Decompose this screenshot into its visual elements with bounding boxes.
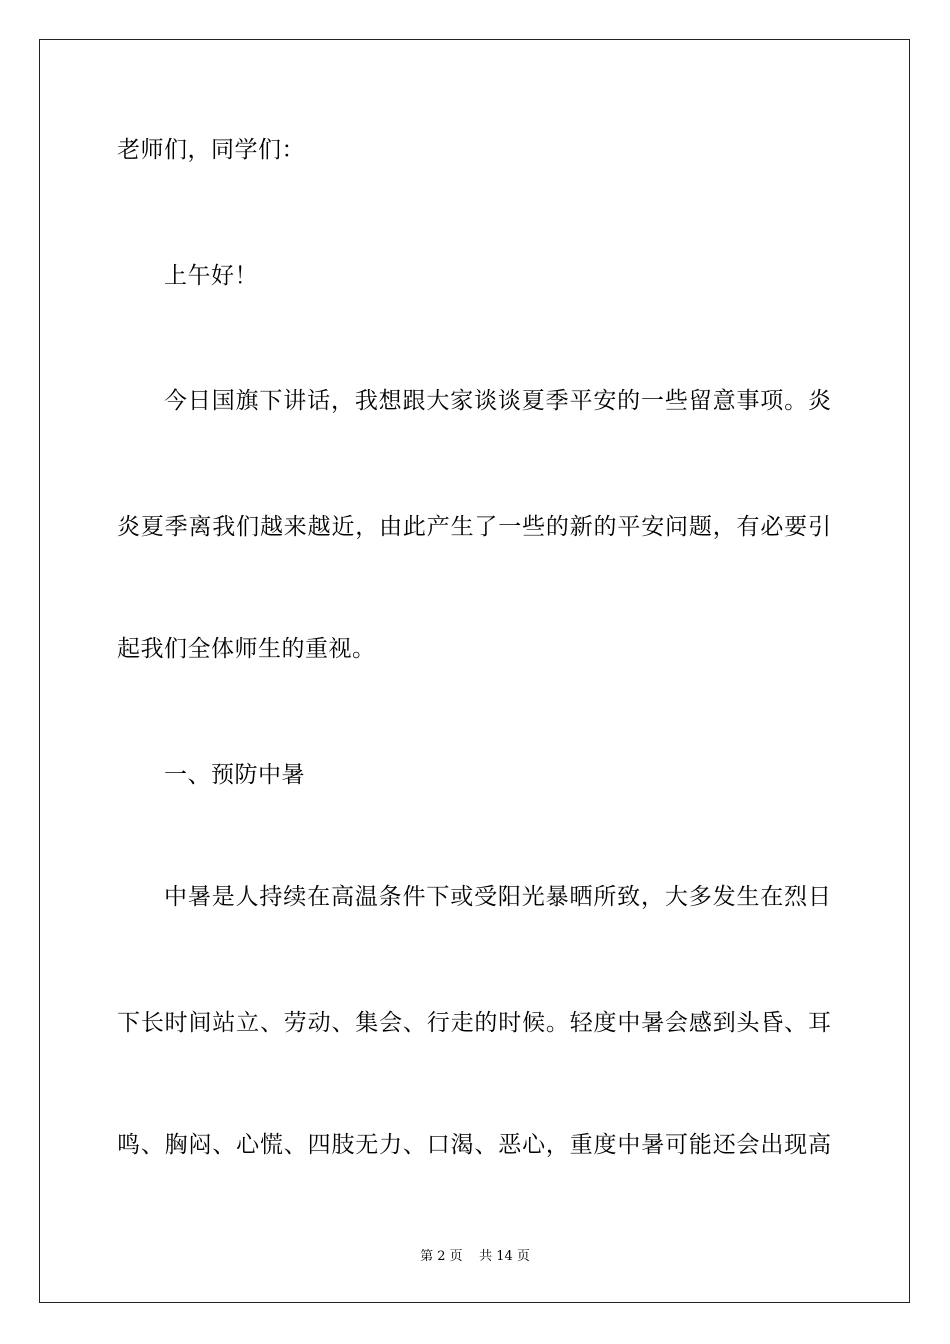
- paragraph-line-1: 今日国旗下讲话，我想跟大家谈谈夏季平安的一些留意事项。炎: [164, 388, 831, 414]
- greeting-line: 上午好！: [164, 263, 258, 289]
- page-border: [39, 39, 910, 1303]
- paragraph-line-4: 中暑是人持续在高温条件下或受阳光暴晒所致，大多发生在烈日: [164, 884, 831, 910]
- section-heading: 一、预防中暑: [164, 762, 305, 788]
- paragraph-line-6: 鸣、胸闷、心慌、四肢无力、口渴、恶心，重度中暑可能还会出现高: [117, 1132, 831, 1158]
- salutation-line: 老师们，同学们：: [117, 137, 305, 163]
- paragraph-line-5: 下长时间站立、劳动、集会、行走的时候。轻度中暑会感到头昏、耳: [117, 1010, 831, 1036]
- page-number-footer: 第 2 页 共 14 页: [420, 1249, 530, 1264]
- paragraph-line-2: 炎夏季离我们越来越近，由此产生了一些的新的平安问题，有必要引: [117, 514, 831, 540]
- paragraph-line-3: 起我们全体师生的重视。: [117, 636, 376, 662]
